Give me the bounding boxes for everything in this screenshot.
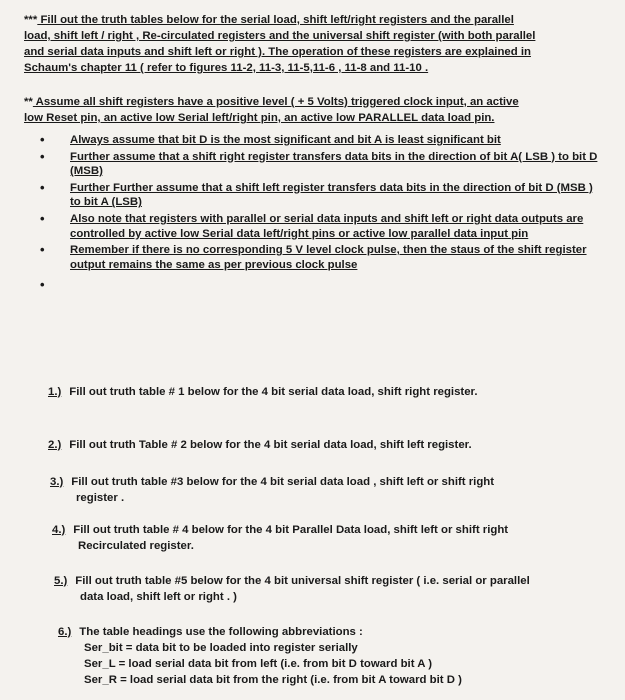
item-text: Fill out truth table #5 below for the 4 bit universal shift register ( i.e. serial or parallel xyxy=(75,575,530,587)
item-text-cont: data load, shift left or right . ) xyxy=(80,591,237,603)
item-text: The table headings use the following abbreviations : xyxy=(79,626,363,638)
item-number: 6.) xyxy=(58,626,72,638)
numbered-item-2 xyxy=(48,437,472,453)
bullet-icon: • xyxy=(40,132,45,147)
item-text: Fill out truth table # 4 below for the 4 bit Parallel Data load, shift left or shift right xyxy=(73,524,509,536)
note-line-1: Assume all shift registers have a positive level ( + 5 Volts) triggered clock input, an active xyxy=(32,96,519,108)
note-asterisks: ** xyxy=(24,96,33,108)
item-text: Fill out truth table #3 below for the 4 bit serial data load , shift left or shift right xyxy=(71,476,495,488)
numbered-item-6 xyxy=(58,624,462,688)
bullet-text: Further assume that a shift right register transfers data bits in the direction of bit A( LSB ) to bit D (MSB) xyxy=(70,150,598,178)
list-item xyxy=(40,212,600,241)
item-number: 5.) xyxy=(54,575,68,587)
item-number: 2.) xyxy=(48,439,62,451)
numbered-item-5 xyxy=(54,573,530,605)
bullet-icon: • xyxy=(40,179,45,195)
bullet-icon: • xyxy=(40,277,45,293)
item-text-cont: register . xyxy=(76,492,125,504)
item-text-cont: Ser_R = load serial data bit from the right (i.e. from bit A toward bit D ) xyxy=(84,674,462,686)
intro-line-4: Schaum's chapter 11 ( refer to figures 11-2, 11-3, 11-5,11-6 , 11-8 and 11-10 . xyxy=(24,62,429,74)
item-text-cont: Ser_L = load serial data bit from left (i.e. from bit D toward bit A ) xyxy=(84,658,432,670)
bullet-list xyxy=(40,132,600,293)
intro-line-2: load, shift left / right , Re-circulated registers and the universal shift register (with both parallel xyxy=(24,30,536,42)
bullet-text: Remember if there is no corresponding 5 V level clock pulse, then the staus of the shift register output remains the same as per previous clock pulse xyxy=(70,244,587,271)
note-paragraph xyxy=(24,94,614,126)
list-item xyxy=(40,243,600,272)
item-text: Fill out truth table # 1 below for the 4 bit serial data load, shift right register. xyxy=(69,386,478,398)
intro-line-1: Fill out the truth tables below for the serial load, shift left/right registers and the parallel xyxy=(37,14,514,26)
numbered-item-3 xyxy=(50,474,494,506)
bullet-text: Further Further assume that a shift left register transfers data bits in the direction of bit D (MSB ) to bit A (LSB) xyxy=(70,181,593,209)
intro-line-3: and serial data inputs and shift left or right ). The operation of these registers are explained in xyxy=(24,46,531,58)
item-number: 4.) xyxy=(52,524,66,536)
list-item xyxy=(40,150,600,179)
item-text-cont: Recirculated register. xyxy=(78,540,194,552)
item-number: 3.) xyxy=(50,476,64,488)
list-item xyxy=(40,181,600,210)
item-text: Fill out truth Table # 2 below for the 4 bit serial data load, shift left register. xyxy=(69,439,472,451)
intro-asterisks: *** xyxy=(24,14,38,26)
bullet-text: Always assume that bit D is the most significant and bit A is least significant bit xyxy=(70,134,501,146)
intro-paragraph xyxy=(24,12,614,76)
bullet-icon: • xyxy=(40,242,45,258)
numbered-item-1 xyxy=(48,384,478,400)
list-item xyxy=(40,133,600,148)
bullet-icon: • xyxy=(40,210,45,226)
item-text-cont: Ser_bit = data bit to be loaded into register serially xyxy=(84,642,358,654)
numbered-item-4 xyxy=(52,522,508,554)
item-number: 1.) xyxy=(48,386,62,398)
bullet-icon: • xyxy=(40,148,45,164)
bullet-text: Also note that registers with parallel or serial data inputs and shift left or right data outputs are controlled by active low Serial data left/right pins or active low parallel data input pin xyxy=(70,212,584,240)
note-line-2: low Reset pin, an active low Serial left/right pin, an active low PARALLEL data load pin. xyxy=(24,112,495,124)
